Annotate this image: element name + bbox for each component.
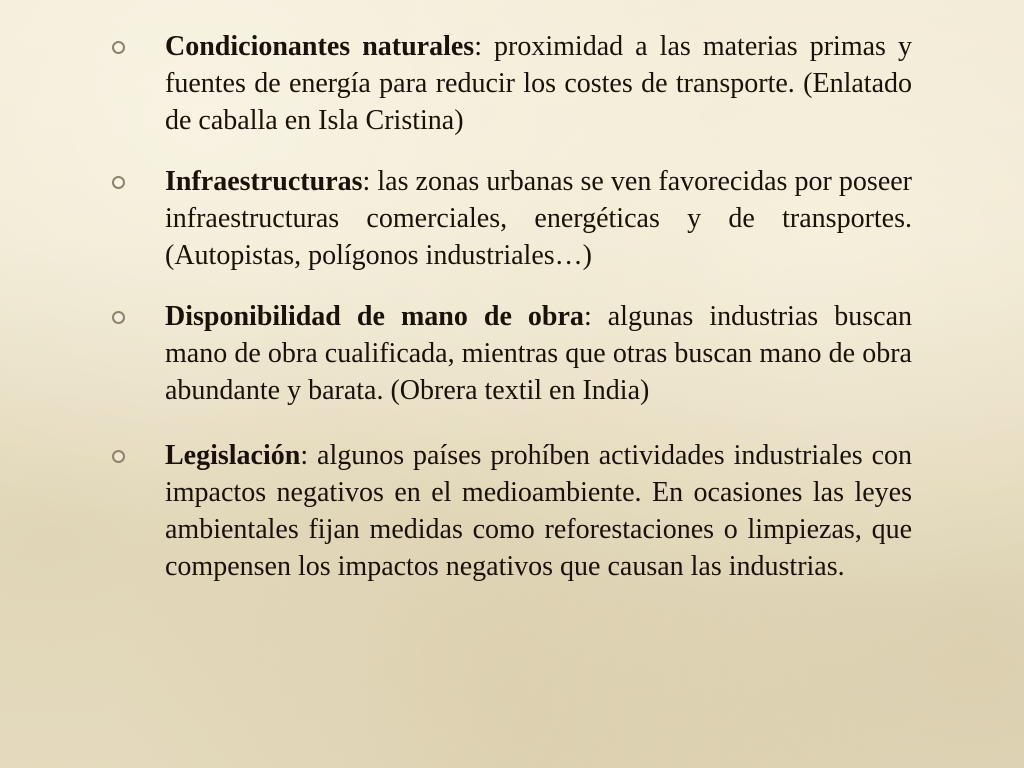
bullet-item-infraestructuras xyxy=(112,163,912,274)
bullet-term: Condicionantes naturales xyxy=(165,31,475,62)
bullet-item-mano-de-obra xyxy=(112,298,912,409)
bullet-item-legislacion xyxy=(112,437,912,585)
bullet-item-condicionantes-naturales xyxy=(112,28,912,139)
bullet-circle-icon xyxy=(112,311,125,324)
bullet-text: : algunas industrias buscan mano de obra cualificada, mientras que otras buscan mano de obra abundante y barata. (Obrera textil en India) xyxy=(165,301,912,406)
bullet-text: : las zonas urbanas se ven favorecidas por poseer infraestructuras comerciales, energéticas y de transportes. (Autopistas, polígonos industriales…) xyxy=(165,166,912,271)
bullet-text: : algunos países prohíben actividades industriales con impactos negativos en el medioambiente. En ocasiones las leyes ambientales fijan medidas como reforestaciones o limpiezas, que compensen los impactos negativos que causan las industrias. xyxy=(165,440,912,582)
bullet-circle-icon xyxy=(112,176,125,189)
bullet-circle-icon xyxy=(112,450,125,463)
bullet-circle-icon xyxy=(112,41,125,54)
bullet-list xyxy=(112,28,912,609)
bullet-term: Infraestructuras xyxy=(165,166,363,197)
bullet-text: : proximidad a las materias primas y fuentes de energía para reducir los costes de transporte. (Enlatado de caballa en Isla Cristina) xyxy=(165,31,912,136)
bullet-term: Legislación xyxy=(165,440,301,471)
bullet-term: Disponibilidad de mano de obra xyxy=(165,301,584,332)
